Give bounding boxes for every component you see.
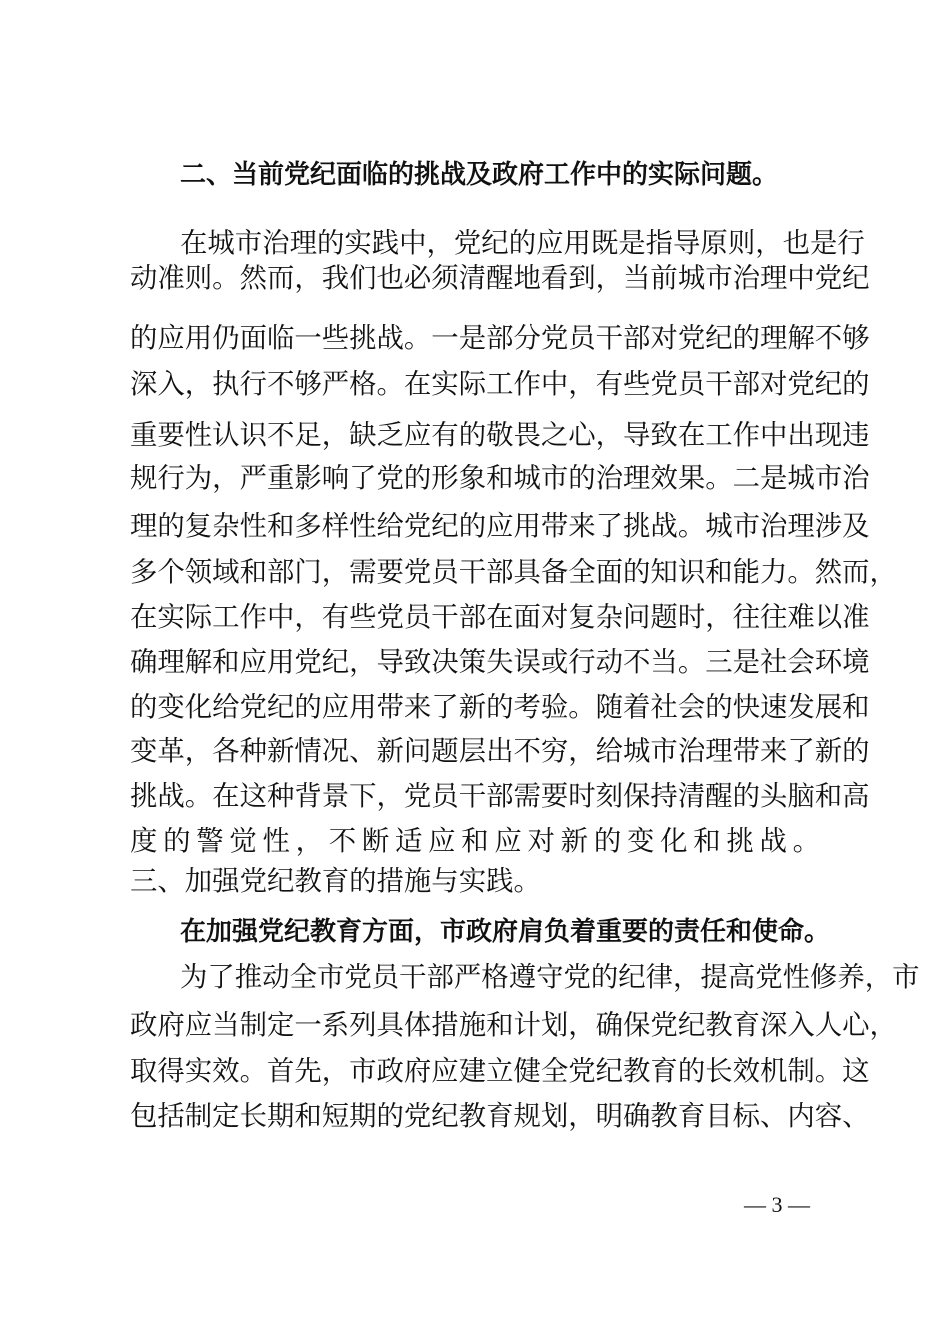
section-heading-2: 二、当前党纪面临的挑战及政府工作中的实际问题。 [180,160,779,190]
body-line: 包括制定长期和短期的党纪教育规划，明确教育目标、内容、 [130,1101,870,1132]
body-line: 深入，执行不够严格。在实际工作中，有些党员干部对党纪的 [130,369,870,400]
body-line: 确理解和应用党纪，导致决策失误或行动不当。三是社会环境 [130,647,870,678]
body-line: 度的警觉性，不断适应和应对新的变化和挑战。 [130,826,820,857]
body-line: 取得实效。首先，市政府应建立健全党纪教育的长效机制。这 [130,1056,870,1087]
body-line: 动准则。然而，我们也必须清醒地看到，当前城市治理中党纪 [130,263,870,294]
body-line: 政府应当制定一系列具体措施和计划，确保党纪教育深入人心， [130,1010,897,1041]
body-line: 为了推动全市党员干部严格遵守党的纪律，提高党性修养，市 [180,962,920,993]
body-line-last: 三、加强党纪教育的措施与实践。 [130,866,541,897]
body-line: 理的复杂性和多样性给党纪的应用带来了挑战。城市治理涉及 [130,511,870,542]
body-line: 规行为，严重影响了党的形象和城市的治理效果。二是城市治 [130,463,870,494]
body-line: 的应用仍面临一些挑战。一是部分党员干部对党纪的理解不够 [130,323,870,354]
body-line: 在城市治理的实践中，党纪的应用既是指导原则，也是行 [180,228,865,259]
section-heading-3: 在加强党纪教育方面，市政府肩负着重要的责任和使命。 [180,917,831,947]
body-line: 多个领域和部门，需要党员干部具备全面的知识和能力。然而， [130,557,897,588]
body-line: 挑战。在这种背景下，党员干部需要时刻保持清醒的头脑和高 [130,781,870,812]
body-line: 重要性认识不足，缺乏应有的敬畏之心，导致在工作中出现违 [130,420,870,451]
page-number: — 3 — [744,1192,810,1217]
body-line: 变革，各种新情况、新问题层出不穷，给城市治理带来了新的 [130,736,870,767]
body-line: 的变化给党纪的应用带来了新的考验。随着社会的快速发展和 [130,692,870,723]
body-line: 在实际工作中，有些党员干部在面对复杂问题时，往往难以准 [130,602,870,633]
